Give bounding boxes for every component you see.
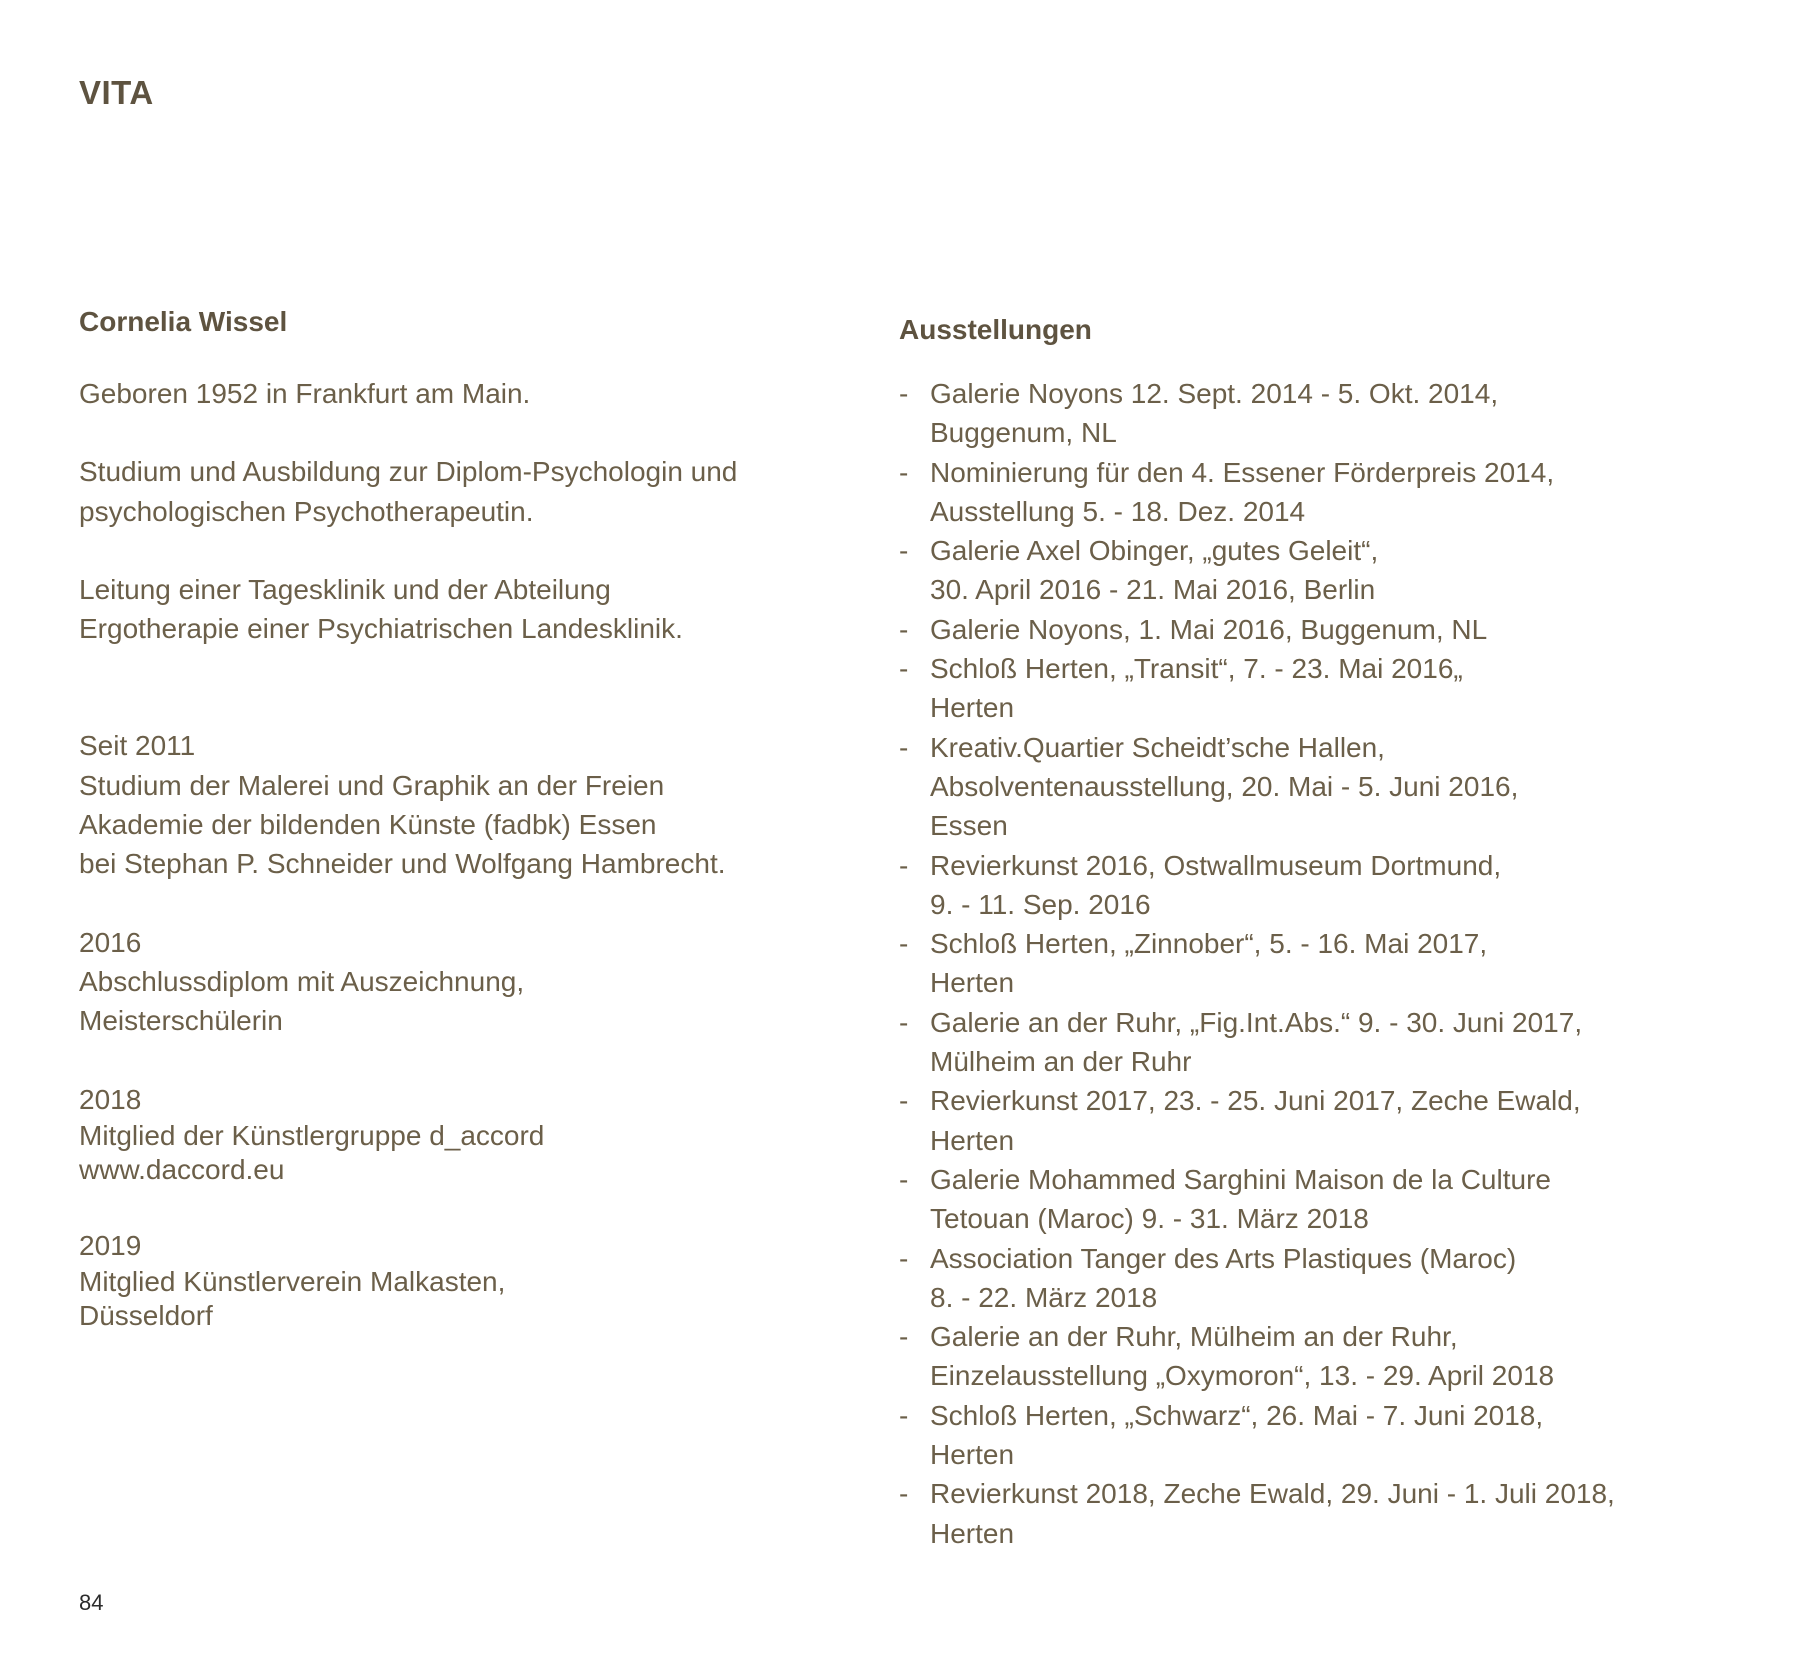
- bullet-dash: -: [899, 849, 909, 881]
- bio-line: 2018: [79, 1083, 142, 1115]
- bio-line: psychologischen Psychotherapeutin.: [79, 495, 534, 527]
- bio-line: Studium der Malerei und Graphik an der Freien: [79, 769, 665, 801]
- bullet-dash: -: [899, 1163, 909, 1195]
- exhibition-item: [899, 924, 1779, 1003]
- bio-line: Studium und Ausbildung zur Diplom-Psychologin und: [79, 456, 738, 488]
- bio-line: Ergotherapie einer Psychiatrischen Landesklinik.: [79, 613, 683, 645]
- exhibition-line: Tetouan (Maroc) 9. - 31. März 2018: [930, 1203, 1369, 1235]
- exhibition-item: [899, 1317, 1779, 1396]
- bio-paragraph-birth: [79, 374, 879, 413]
- bio-paragraph-2011: [79, 726, 879, 883]
- bio-line: 2019: [79, 1229, 142, 1261]
- page-title: VITA: [79, 74, 154, 111]
- bullet-dash: -: [899, 1399, 909, 1431]
- bio-paragraph-2016: [79, 923, 879, 1041]
- bullet-dash: -: [899, 1006, 909, 1038]
- exhibition-line: Mülheim an der Ruhr: [930, 1046, 1192, 1078]
- exhibitions-column: [899, 308, 1779, 1553]
- exhibition-line: Schloß Herten, „Schwarz“, 26. Mai - 7. Juni 2018,: [930, 1399, 1544, 1431]
- bullet-dash: -: [899, 1085, 909, 1117]
- bullet-dash: -: [899, 928, 909, 960]
- exhibition-line: Einzelausstellung „Oxymoron“, 13. - 29. April 2018: [930, 1360, 1555, 1392]
- exhibition-line: Galerie Axel Obinger, „gutes Geleit“,: [930, 535, 1379, 567]
- exhibition-item: [899, 1160, 1779, 1239]
- bio-line: Meisterschülerin: [79, 1005, 283, 1037]
- bio-line: Geboren 1952 in Frankfurt am Main.: [79, 378, 531, 409]
- exhibitions-heading: Ausstellungen: [899, 314, 1092, 345]
- exhibition-item: [899, 531, 1779, 610]
- exhibition-line: Herten: [930, 1439, 1015, 1471]
- exhibition-line: Galerie an der Ruhr, „Fig.Int.Abs.“ 9. - 30. Juni 2017,: [930, 1006, 1583, 1038]
- bio-paragraph-education: [79, 452, 879, 531]
- bullet-dash: -: [899, 456, 909, 488]
- exhibition-item: [899, 1003, 1779, 1082]
- bio-line: 2016: [79, 926, 142, 958]
- bio-paragraph-2019: [79, 1226, 879, 1333]
- exhibitions-list: [899, 374, 1779, 1553]
- bio-line: www.daccord.eu: [79, 1153, 285, 1185]
- bio-paragraph-2018: [79, 1080, 879, 1187]
- exhibition-item: [899, 846, 1779, 925]
- bio-line: Seit 2011: [79, 730, 196, 762]
- bullet-dash: -: [899, 1478, 909, 1510]
- exhibition-line: Schloß Herten, „Zinnober“, 5. - 16. Mai 2017,: [930, 928, 1488, 960]
- bio-line: Mitglied der Künstlergruppe d_accord: [79, 1119, 545, 1151]
- bullet-dash: -: [899, 1242, 909, 1274]
- page-number: 84: [79, 1590, 104, 1615]
- exhibition-item: [899, 728, 1779, 846]
- exhibition-item: [899, 453, 1779, 532]
- bullet-dash: -: [899, 613, 909, 645]
- bullet-dash: -: [899, 378, 909, 409]
- exhibition-item: [899, 1474, 1779, 1553]
- exhibition-line: Absolventenausstellung, 20. Mai - 5. Juni 2016,: [930, 770, 1519, 802]
- exhibition-line: Essen: [930, 810, 1008, 842]
- exhibition-line: 30. April 2016 - 21. Mai 2016, Berlin: [930, 574, 1376, 606]
- exhibition-line: Herten: [930, 1124, 1015, 1156]
- bio-line: Abschlussdiplom mit Auszeichnung,: [79, 965, 525, 997]
- exhibition-line: Galerie Mohammed Sarghini Maison de la Culture: [930, 1163, 1551, 1195]
- exhibition-line: Herten: [930, 967, 1015, 999]
- artist-name: Cornelia Wissel: [79, 306, 288, 337]
- exhibition-item: [899, 1396, 1779, 1475]
- exhibition-line: 9. - 11. Sep. 2016: [930, 888, 1151, 920]
- exhibition-line: Revierkunst 2018, Zeche Ewald, 29. Juni - 1. Juli 2018,: [930, 1478, 1615, 1510]
- bio-line: Akademie der bildenden Künste (fadbk) Essen: [79, 809, 657, 841]
- biography-column: [79, 300, 879, 1372]
- exhibition-line: Nominierung für den 4. Essener Förderpreis 2014,: [930, 456, 1555, 488]
- exhibition-line: 8. - 22. März 2018: [930, 1281, 1158, 1313]
- bio-line: Düsseldorf: [79, 1300, 213, 1332]
- bullet-dash: -: [899, 653, 909, 685]
- bullet-dash: -: [899, 535, 909, 567]
- exhibition-item: [899, 374, 1779, 453]
- exhibition-line: Schloß Herten, „Transit“, 7. - 23. Mai 2016„: [930, 653, 1463, 685]
- bio-line: bei Stephan P. Schneider und Wolfgang Hambrecht.: [79, 848, 726, 880]
- exhibition-line: Buggenum, NL: [930, 417, 1117, 449]
- exhibition-line: Ausstellung 5. - 18. Dez. 2014: [930, 495, 1306, 527]
- exhibition-line: Herten: [930, 1517, 1015, 1549]
- exhibition-line: Galerie Noyons 12. Sept. 2014 - 5. Okt. 2014,: [930, 378, 1499, 409]
- exhibition-line: Galerie an der Ruhr, Mülheim an der Ruhr,: [930, 1321, 1458, 1353]
- bullet-dash: -: [899, 1321, 909, 1353]
- exhibition-line: Herten: [930, 692, 1015, 724]
- bio-line: Mitglied Künstlerverein Malkasten,: [79, 1266, 506, 1298]
- bullet-dash: -: [899, 731, 909, 763]
- exhibition-line: Revierkunst 2016, Ostwallmuseum Dortmund,: [930, 849, 1502, 881]
- exhibition-item: [899, 649, 1779, 728]
- exhibition-line: Revierkunst 2017, 23. - 25. Juni 2017, Zeche Ewald,: [930, 1085, 1581, 1117]
- exhibition-item: [899, 1081, 1779, 1160]
- exhibition-item: [899, 610, 1779, 649]
- exhibition-line: Association Tanger des Arts Plastiques (Maroc): [930, 1242, 1517, 1274]
- exhibition-item: [899, 1239, 1779, 1318]
- bio-paragraph-career: [79, 570, 879, 649]
- exhibition-line: Galerie Noyons, 1. Mai 2016, Buggenum, NL: [930, 613, 1488, 645]
- exhibition-line: Kreativ.Quartier Scheidt’sche Hallen,: [930, 731, 1385, 763]
- bio-line: Leitung einer Tagesklinik und der Abteilung: [79, 573, 611, 605]
